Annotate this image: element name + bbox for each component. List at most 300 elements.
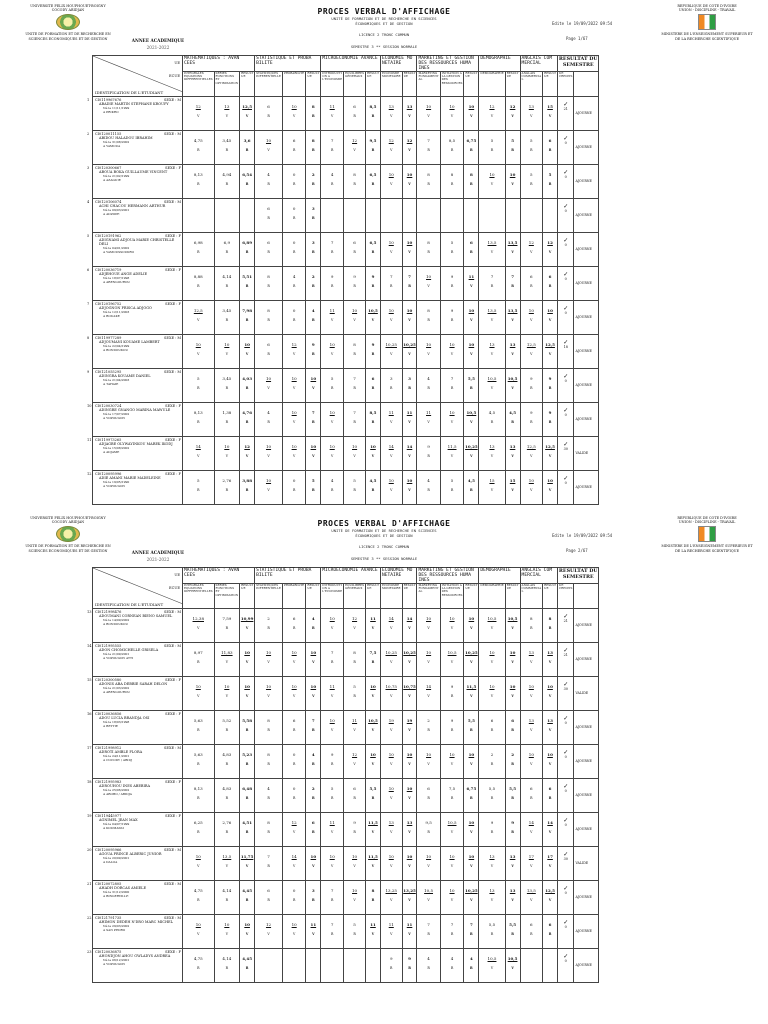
score-value: 10 [329,616,335,621]
score-cell [214,335,240,369]
score-value: 11 [352,718,358,723]
score-cell [282,677,305,711]
identification-header [93,568,183,609]
score-cell [282,609,305,643]
score-value: 6 [292,138,296,143]
score-cell [214,847,240,881]
score-value: 10,25 [403,342,416,347]
score-value: 14 [195,444,201,449]
score-value: 10 [528,478,534,483]
score-grade: V [390,795,393,800]
score-grade: V [490,385,494,390]
score-value: 4 [330,172,334,177]
score-value: 4,45 [242,956,252,961]
score-cell [214,403,240,437]
score-cell [344,915,366,949]
score-cell [255,915,283,949]
student-sex: SEXE : F [165,302,181,306]
score-cell [505,199,520,233]
row-number: 23 [87,950,92,954]
score-cell [417,369,440,403]
score-grade: R [490,931,494,936]
score-value: 11 [329,104,335,109]
ecue-subheader: EQUILIBRES GENERAUX [344,72,366,97]
student-birthplace: A ABENGOUROU [103,690,130,695]
score-cell [380,677,402,711]
score-grade: V [408,147,411,152]
student-birth: Né le 31/08/2002 [103,140,130,145]
score-grade: R [548,625,552,630]
score-value: 6,48 [242,786,252,791]
score-value: 0 [292,786,296,791]
score-value: 10 [388,786,394,791]
score-value: 8 [450,172,454,177]
score-value: 11,5 [447,444,457,449]
score-grade: V [470,113,473,118]
verdict-cell: AJOURNE [574,643,599,677]
score-grade: V [548,761,552,766]
score-value: 10 [291,684,297,689]
score-grade: V [511,181,514,186]
score-cell [520,609,543,643]
faculty-name-2: SCIENCES ECONOMIQUES ET DE GESTION [28,548,108,553]
score-value: 8 [353,342,356,347]
score-cell [183,165,215,199]
score-value: 6 [267,104,270,109]
score-grade: R [225,385,229,390]
score-grade: V [371,829,375,834]
score-grade: R [490,283,494,288]
score-grade: V [511,453,514,458]
score-grade: R [353,487,356,492]
score-grade: R [225,795,229,800]
score-value: 1,38 [222,410,232,415]
score-cell [240,745,255,779]
score-grade: R [245,147,249,152]
ecue-subheader: RESULT UE [543,72,558,97]
score-grade: V [548,317,552,322]
score-grade: V [331,317,334,322]
score-value: 14 [406,616,413,621]
score-cell [344,813,366,847]
ecue-subheader: RESULT UE [505,584,520,609]
table-row [93,471,599,505]
score-cell [255,301,283,335]
score-grade: R [197,419,200,424]
score-cell [380,335,402,369]
score-grade: V [427,283,430,288]
score-grade: R [353,795,356,800]
score-grade: V [530,863,533,868]
score-value: 7 [267,854,270,859]
student-id: CI0121995555 [95,644,122,648]
score-cell [543,711,558,745]
score-value: 13,5 [507,308,518,313]
score-grade: R [267,419,270,424]
score-value: 4 [267,172,270,177]
score-grade: V [450,897,454,902]
score-cell [479,199,505,233]
score-cell [479,609,505,643]
score-grade: R [225,727,229,732]
score-value: 5 [353,922,356,927]
country-name: REPUBLIQUE DE COTE D'IVOIRE [677,4,737,8]
score-value: 10,5 [507,956,518,961]
verdict-cell: AJOURNE [574,915,599,949]
score-cell [479,677,505,711]
score-grade: R [427,385,430,390]
score-grade: R [245,283,249,288]
score-cell [543,471,558,505]
score-grade: R [311,351,315,356]
score-grade: R [267,249,270,254]
check-icon: ✓ [563,749,569,756]
student-name: AHADH DORCAS AMIELE [99,886,147,891]
score-grade: V [353,625,356,630]
student-name: ADIGNAMI ADJOUA MARIE CHRISTELLE DELI [99,238,175,247]
score-value: 4,14 [222,274,232,279]
row-number: 5 [87,234,90,238]
score-cell [321,609,344,643]
score-value: 10,25 [465,650,478,655]
score-grade: V [470,625,473,630]
score-cell [402,471,417,505]
score-grade: V [511,351,514,356]
score-cell [321,813,344,847]
score-cell [282,403,305,437]
score-value: 10 [388,854,394,859]
row-number: 15 [87,678,92,682]
student-sex: SEXE : M [164,610,181,614]
score-cell [479,301,505,335]
student-sex: SEXE : M [164,336,181,340]
student-birthplace: A DALOA [103,860,118,865]
score-cell [505,643,520,677]
credits-cell [558,165,574,199]
verdict-cell: AJOURNE [574,949,599,983]
student-birthplace: A AZAGUIE [103,178,121,183]
credits-value: 0 [564,311,567,315]
score-value: 13 [528,650,534,655]
score-value: 5,5 [488,922,496,927]
score-grade: R [450,317,454,322]
credits-cell [558,471,574,505]
score-cell [321,779,344,813]
score-value: 12,5 [242,104,252,109]
session-line: SEMESTRE 3 ** SESSION NORMALE [350,44,418,49]
ident-label: IDENTIFICATION DE L'ETUDIANT [95,90,164,96]
student-sex: SEXE : M [164,370,181,374]
verdict-subheader [574,584,599,609]
student-birthplace: A YAMOUA [103,144,121,149]
score-value: 12,5 [526,342,536,347]
score-value: 10 [352,308,358,313]
score-cell [366,881,381,915]
score-grade: V [490,897,494,902]
student-identification [87,301,183,335]
score-grade: R [311,897,315,902]
score-grade: R [197,283,200,288]
score-grade: R [353,351,356,356]
score-value: 6,89 [242,240,252,245]
score-cell [306,949,321,983]
score-cell [321,881,344,915]
score-grade: R [267,897,270,902]
score-grade: R [371,147,375,152]
ministry-name-1: MINISTERE DE L'ENSEIGNEMENT SUPERIEUR ET [661,32,753,37]
score-grade: R [511,829,514,834]
score-value: 4 [427,478,430,483]
check-icon: ✓ [563,441,569,448]
score-grade: R [225,965,229,970]
score-value: 9 [371,274,375,279]
score-cell [417,643,440,677]
score-value: 14 [388,444,394,449]
score-grade: R [245,761,249,766]
verdict-cell: AJOURNE [574,711,599,745]
score-cell [306,471,321,505]
score-value: 10 [449,752,455,757]
verdict-cell: AJOURNE [574,301,599,335]
score-value: 19 [388,718,394,723]
score-value: 10 [426,616,432,621]
score-cell [282,199,305,233]
score-value: 4,75 [193,138,203,143]
score-grade: V [293,351,296,356]
score-value: 6,98 [193,240,203,245]
score-value: 2 [427,718,430,723]
score-grade: R [470,965,473,970]
score-value: 13 [509,444,516,449]
score-cell [402,301,417,335]
score-grade: V [197,625,200,630]
student-birthplace: A YAMOUSSOUKRO [103,250,135,255]
score-cell [366,471,381,505]
check-icon: ✓ [563,101,569,108]
country-motto: UNION - DISCIPLINE - TRAVAIL [678,8,736,13]
verdict-subheader [574,72,599,97]
score-cell [321,437,344,471]
score-cell [282,301,305,335]
score-cell [380,779,402,813]
credits-value: 0 [564,891,567,895]
score-value: 13 [547,650,553,655]
score-grade: R [245,487,249,492]
student-id: CI0119967676 [95,98,122,102]
score-value: 10 [489,684,495,689]
score-value: 12 [388,138,394,143]
score-grade: R [245,727,249,732]
score-grade: V [390,761,393,766]
score-grade: V [225,659,228,664]
score-cell [505,233,520,267]
score-grade: R [371,181,375,186]
score-cell [282,267,305,301]
score-grade: R [470,249,473,254]
score-grade: V [197,863,200,868]
score-grade: V [245,931,249,936]
score-cell [479,847,505,881]
score-grade: V [530,487,533,492]
score-grade: R [427,181,430,186]
student-sex: SEXE : M [164,916,181,920]
score-value: 5,58 [242,718,252,723]
score-cell [464,915,479,949]
score-cell [520,779,543,813]
score-value: 9,5 [369,138,377,143]
student-birth: Né le 09/03/2001 [103,208,130,213]
score-cell [321,677,344,711]
score-cell [380,301,402,335]
score-cell [240,471,255,505]
score-cell [520,301,543,335]
score-cell [380,847,402,881]
score-grade: V [197,317,200,322]
score-value: 9 [427,444,430,449]
student-identification [87,643,183,677]
score-grade: V [267,693,270,698]
score-cell [214,915,240,949]
student-sex: SEXE : M [164,200,181,204]
score-grade: R [331,795,334,800]
score-cell [505,131,520,165]
student-name: ABOUA BOKA GUILLAUME VINCENT [99,170,168,175]
score-cell [183,609,215,643]
score-value: 10 [244,342,250,347]
check-icon: ✓ [563,817,569,824]
score-cell [183,97,215,131]
score-cell [479,813,505,847]
score-value: 10 [468,342,475,347]
score-cell [344,609,366,643]
score-cell [183,949,215,983]
score-grade: V [470,317,473,322]
score-value: 6 [267,240,270,245]
score-cell [366,335,381,369]
score-cell [520,233,543,267]
score-grade: V [511,897,514,902]
score-cell [505,301,520,335]
score-value: 7 [330,138,334,143]
score-grade: V [490,249,494,254]
score-grade: R [245,181,249,186]
score-grade: V [548,863,552,868]
ue-header: MATHEMATIQUES : AVAN CEES [183,56,255,72]
score-grade: R [311,249,315,254]
score-cell [417,779,440,813]
score-grade: R [450,727,454,732]
score-cell [183,267,215,301]
score-value: 0 [292,240,296,245]
score-grade: V [225,931,228,936]
score-value: 4 [450,956,454,961]
student-birthplace: A BOUAKE [103,314,120,319]
score-grade: R [450,385,454,390]
score-cell [440,301,464,335]
score-cell [380,949,402,983]
score-grade: R [292,283,296,288]
score-cell [543,745,558,779]
score-grade: R [225,419,229,424]
ecue-subheader: RESULT UE [402,72,417,97]
credits-value: 0 [564,243,567,247]
score-grade: V [470,453,473,458]
score-value: 10 [528,684,534,689]
score-value: 10 [468,854,475,859]
score-grade: V [390,829,393,834]
score-grade: V [331,113,334,118]
row-number: 19 [87,814,92,818]
score-grade: V [408,487,411,492]
score-value: 12 [528,240,534,245]
score-grade: V [267,453,270,458]
score-cell [479,97,505,131]
score-cell [543,335,558,369]
student-name: AGOUA PRINCE ALBERIC JUNIOR [99,852,162,857]
credits-cell [558,335,574,369]
student-name: ADJOGNON PRISCA ADJOGO [99,306,152,311]
pv-sheet-2 [0,512,768,1024]
score-cell [543,437,558,471]
row-number: 13 [87,610,92,614]
score-grade: V [530,351,533,356]
score-value: 6 [371,376,375,381]
score-cell [214,643,240,677]
student-identification [87,437,183,471]
score-grade: R [470,487,473,492]
score-cell [505,471,520,505]
student-name: ABADIE MARTIN STEPHANE KROUPY [99,102,169,107]
score-grade: V [293,863,296,868]
score-value: 3,45 [222,308,232,313]
score-value: 13,5 [507,240,518,245]
score-cell [479,881,505,915]
score-grade: R [311,795,315,800]
score-cell [380,643,402,677]
score-cell [255,677,283,711]
score-grade: V [490,863,494,868]
score-value: 14 [388,616,394,621]
score-grade: R [353,181,356,186]
score-cell [402,233,417,267]
score-grade: V [225,453,228,458]
score-value: 9 [450,274,454,279]
student-sex: SEXE : F [165,780,181,784]
score-grade: V [371,727,375,732]
score-cell [321,165,344,199]
score-value: 10 [352,444,358,449]
score-value: 12 [352,752,358,757]
student-birth: Né le 21/04/2003 [103,378,130,383]
table-row [93,779,599,813]
ecue-subheader: RESULT UE [240,72,255,97]
score-value: 5 [530,172,533,177]
score-cell [380,813,402,847]
score-value: 5 [511,138,514,143]
score-value: 11 [426,410,432,415]
student-birthplace: A ABOBO / ABIDJA [103,792,132,797]
score-cell [417,915,440,949]
score-cell [183,199,215,233]
score-value: 4,03 [242,376,252,381]
score-grade: V [312,863,315,868]
student-identification [87,131,183,165]
credits-cell [558,677,574,711]
score-grade: V [450,419,454,424]
score-value: 10 [426,854,432,859]
score-cell [464,335,479,369]
score-cell [306,267,321,301]
